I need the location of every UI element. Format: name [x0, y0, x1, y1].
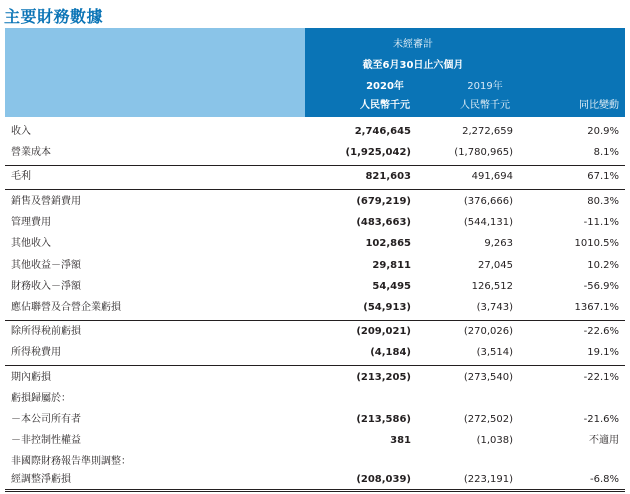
row-label: 非國際財務報告準則調整： [11, 456, 131, 467]
value-2020: 381 [390, 435, 411, 446]
row-label: 所得稅費用 [11, 347, 61, 358]
value-2019: 2,272,659 [462, 126, 513, 137]
value-2020: (213,205) [356, 372, 411, 383]
divider [5, 320, 625, 321]
table-row [5, 277, 625, 297]
value-change: 80.3% [587, 196, 619, 207]
table-row [5, 122, 625, 142]
value-change: 8.1% [593, 147, 619, 158]
value-change: 1010.5% [574, 238, 619, 249]
table-row [5, 322, 625, 342]
value-change: -22.1% [583, 372, 619, 383]
value-2020: (483,663) [356, 217, 411, 228]
value-change: 10.2% [587, 260, 619, 271]
value-2019: (223,191) [463, 474, 513, 485]
value-2019: (270,026) [463, 326, 513, 337]
value-2019: (544,131) [463, 217, 513, 228]
row-label: 虧損歸屬於： [11, 393, 71, 404]
row-label: 其他收入 [11, 238, 51, 249]
divider [5, 189, 625, 190]
table-row [5, 192, 625, 212]
value-2020: 54,495 [372, 281, 411, 292]
table-row [5, 470, 625, 490]
row-label: 收入 [11, 126, 31, 137]
row-label: 經調整淨虧損 [11, 474, 71, 485]
value-2020: (679,219) [356, 196, 411, 207]
value-2020: 29,811 [372, 260, 411, 271]
header-change: 同比變動 [579, 100, 619, 111]
divider [5, 165, 625, 166]
row-label: 銷售及營銷費用 [11, 196, 81, 207]
header-label-column [5, 28, 305, 117]
row-label: 財務收入－淨額 [11, 281, 81, 292]
table-row [5, 452, 625, 472]
header-values-block [305, 28, 625, 117]
row-label: 營業成本 [11, 147, 51, 158]
value-change: -56.9% [583, 281, 619, 292]
value-change: 1367.1% [574, 302, 619, 313]
table-row [5, 343, 625, 363]
value-change: 20.9% [587, 126, 619, 137]
table-row [5, 256, 625, 276]
table-row [5, 143, 625, 163]
value-2019: (273,540) [463, 372, 513, 383]
row-label: 毛利 [11, 171, 31, 182]
row-label: －非控制性權益 [11, 435, 81, 446]
value-change: 不適用 [589, 435, 619, 446]
value-2019: (1,038) [476, 435, 513, 446]
header-year-2019: 2019年 [467, 81, 503, 92]
value-change: 19.1% [587, 347, 619, 358]
table-row [5, 213, 625, 233]
value-2019: 491,694 [471, 171, 513, 182]
value-2020: 102,865 [365, 238, 411, 249]
divider [5, 365, 625, 366]
row-label: 除所得稅前虧損 [11, 326, 81, 337]
table-row [5, 410, 625, 430]
header-period: 截至6月30日止六個月 [362, 60, 464, 71]
value-2020: (1,925,042) [345, 147, 411, 158]
value-2020: 2,746,645 [354, 126, 411, 137]
value-2019: 27,045 [478, 260, 513, 271]
row-label: 管理費用 [11, 217, 51, 228]
divider [5, 489, 625, 492]
value-2019: (1,780,965) [454, 147, 513, 158]
value-2020: 821,603 [365, 171, 411, 182]
value-change: -22.6% [583, 326, 619, 337]
value-2019: (3,743) [476, 302, 513, 313]
value-change: -11.1% [583, 217, 619, 228]
value-2020: (208,039) [356, 474, 411, 485]
table-row [5, 167, 625, 187]
value-2019: (272,502) [463, 414, 513, 425]
value-2020: (54,913) [363, 302, 411, 313]
table-row [5, 298, 625, 318]
table-row [5, 368, 625, 388]
value-2019: 9,263 [484, 238, 513, 249]
page-title: 主要財務數據 [4, 7, 104, 26]
value-2020: (209,021) [356, 326, 411, 337]
value-change: 67.1% [587, 171, 619, 182]
value-2020: (213,586) [356, 414, 411, 425]
value-2020: (4,184) [370, 347, 411, 358]
header-unit-2020: 人民幣千元 [360, 100, 410, 111]
row-label: －本公司所有者 [11, 414, 81, 425]
header-year-2020: 2020年 [366, 81, 404, 92]
row-label: 應佔聯營及合營企業虧損 [11, 302, 121, 313]
value-2019: (3,514) [476, 347, 513, 358]
value-change: -21.6% [583, 414, 619, 425]
value-2019: 126,512 [471, 281, 513, 292]
value-2019: (376,666) [463, 196, 513, 207]
table-row [5, 234, 625, 254]
value-change: -6.8% [589, 474, 619, 485]
table-row [5, 431, 625, 451]
table-row [5, 389, 625, 409]
header-unit-2019: 人民幣千元 [460, 100, 510, 111]
row-label: 其他收益－淨額 [11, 260, 81, 271]
header-unaudited: 未經審計 [393, 39, 433, 50]
row-label: 期內虧損 [11, 372, 51, 383]
